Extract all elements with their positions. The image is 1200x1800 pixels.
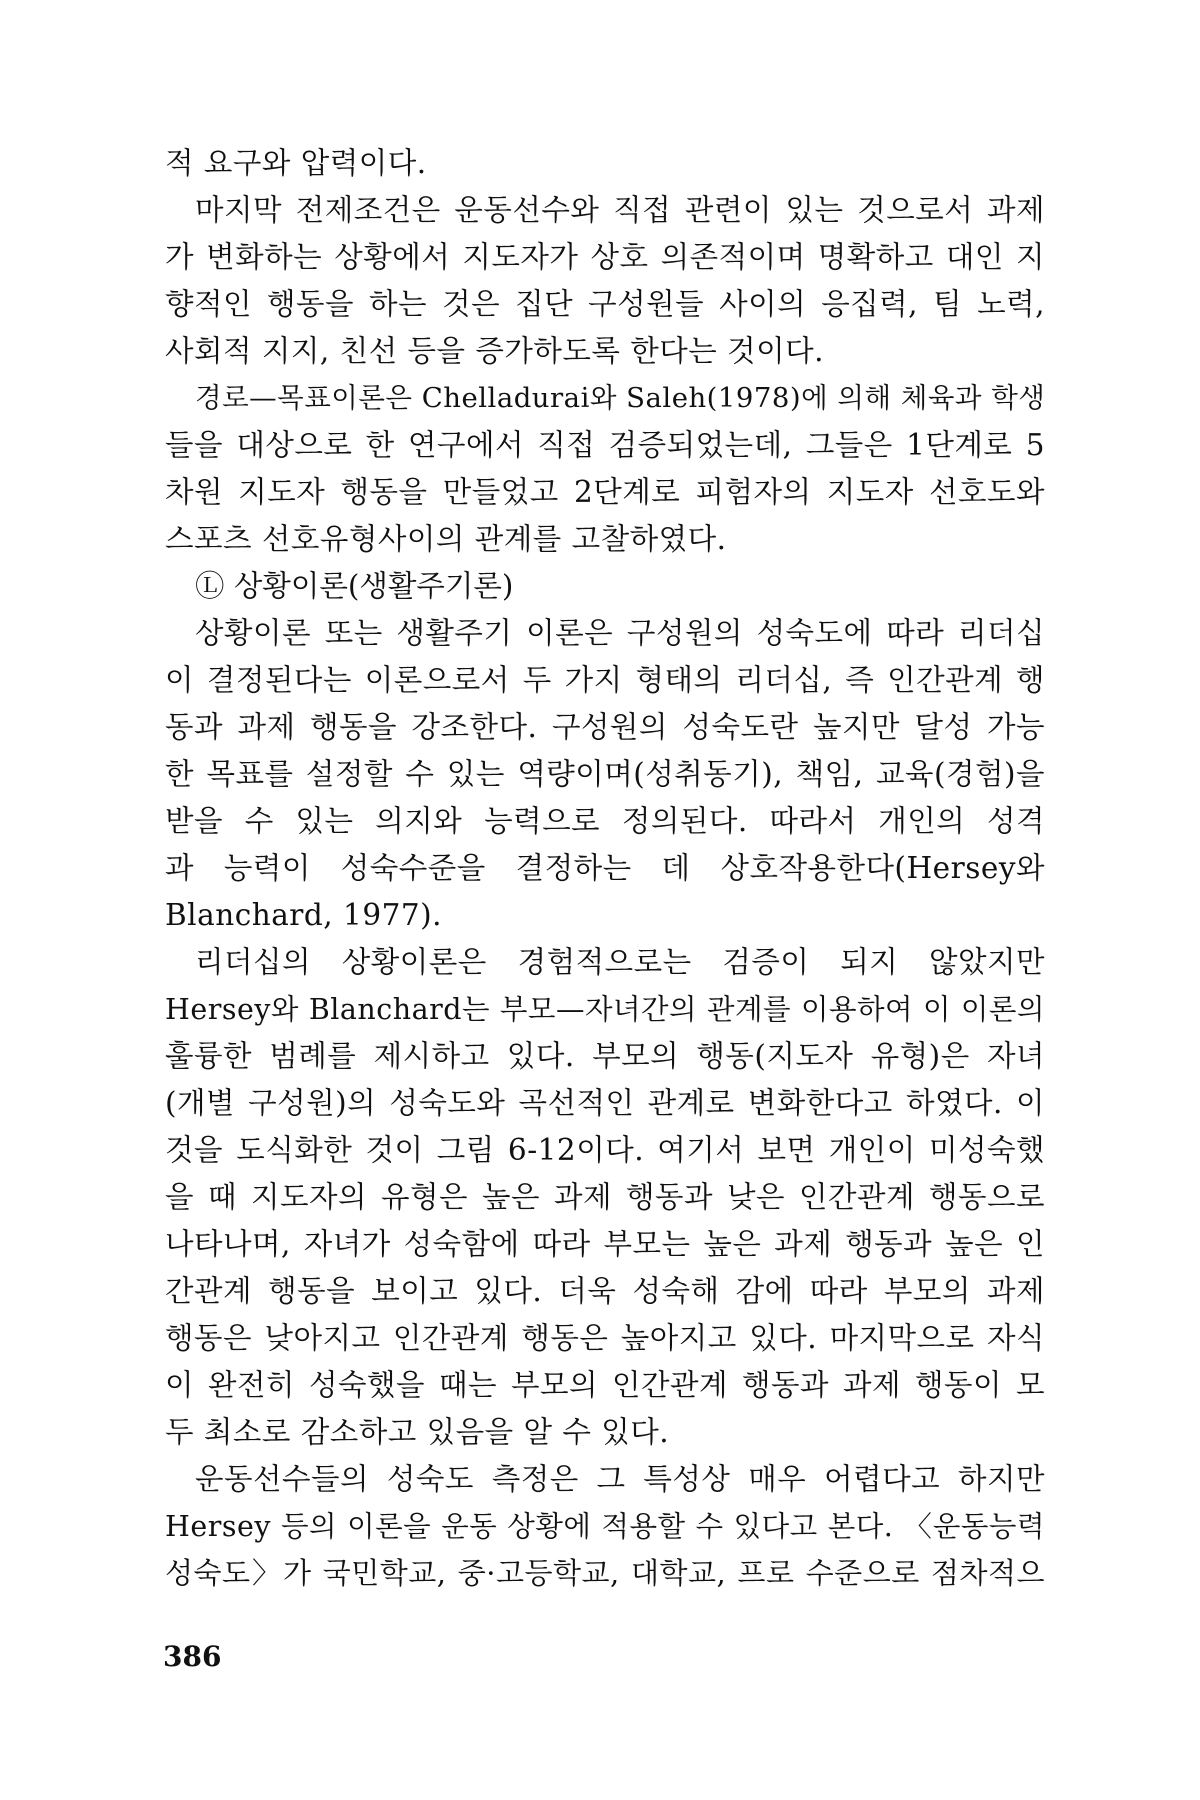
text-line: 나타나며, 자녀가 성숙함에 따라 부모는 높은 과제 행동과 높은 인 — [165, 1227, 1045, 1261]
text-line: (개별 구성원)의 성숙도와 곡선적인 관계로 변화한다고 하였다. 이 — [165, 1086, 1045, 1120]
text-line: Hersey와 Blanchard는 부모—자녀간의 관계를 이용하여 이 이론의 — [165, 993, 1045, 1026]
text-line: 간관계 행동을 보이고 있다. 더욱 성숙해 감에 따라 부모의 과제 — [165, 1274, 1045, 1308]
text-line: 훌륭한 범례를 제시하고 있다. 부모의 행동(지도자 유형)은 자녀 — [165, 1039, 1045, 1073]
text-line: Hersey 등의 이론을 운동 상황에 적용할 수 있다고 본다. 〈운동능력 — [165, 1510, 1045, 1543]
text-line: 성숙도〉가 국민학교, 중·고등학교, 대학교, 프로 수준으로 점차적으 — [165, 1556, 1045, 1590]
text-line: 두 최소로 감소하고 있음을 알 수 있다. — [165, 1415, 670, 1449]
text-line: 적 요구와 압력이다. — [165, 146, 427, 180]
text-line: 동과 과제 행동을 강조한다. 구성원의 성숙도란 높지만 달성 가능 — [165, 710, 1045, 744]
text-line: 것을 도식화한 것이 그림 6-12이다. 여기서 보면 개인이 미성숙했 — [165, 1133, 1045, 1167]
paragraph-start-line: 마지막 전제조건은 운동선수와 직접 관련이 있는 것으로서 과제 — [195, 193, 1045, 227]
text-line: 행동은 낮아지고 인간관계 행동은 높아지고 있다. 마지막으로 자식 — [165, 1321, 1045, 1355]
text-line: 차원 지도자 행동을 만들었고 2단계로 피험자의 지도자 선호도와 — [165, 475, 1045, 509]
text-line: Blanchard, 1977). — [165, 898, 443, 932]
text-line: 가 변화하는 상황에서 지도자가 상호 의존적이며 명확하고 대인 지 — [165, 240, 1045, 274]
paragraph-start-line: 경로—목표이론은 Chelladurai와 Saleh(1978)에 의해 체육과 학생 — [195, 382, 1046, 414]
paragraph-start-line: 상황이론 또는 생활주기 이론은 구성원의 성숙도에 따라 리더십 — [195, 616, 1045, 650]
page-number: 386 — [163, 1640, 222, 1673]
text-line: 과 능력이 성숙수준을 결정하는 데 상호작용한다(Hersey와 — [165, 851, 1045, 885]
text-line: 한 목표를 설정할 수 있는 역량이며(성취동기), 책임, 교육(경험)을 — [165, 757, 1045, 791]
text-line: 향적인 행동을 하는 것은 집단 구성원들 사이의 응집력, 팀 노력, — [165, 287, 1045, 321]
text-line: 을 때 지도자의 유형은 높은 과제 행동과 낮은 인간관계 행동으로 — [165, 1180, 1045, 1214]
body-text — [165, 140, 1045, 1597]
text-line: 들을 대상으로 한 연구에서 직접 검증되었는데, 그들은 1단계로 5 — [165, 428, 1045, 462]
text-line: 이 결정된다는 이론으로서 두 가지 형태의 리더십, 즉 인간관계 행 — [165, 663, 1045, 697]
text-line: 스포츠 선호유형사이의 관계를 고찰하였다. — [165, 522, 727, 556]
text-line: 받을 수 있는 의지와 능력으로 정의된다. 따라서 개인의 성격 — [165, 804, 1045, 838]
paragraph-start-line: 리더십의 상황이론은 경험적으로는 검증이 되지 않았지만 — [195, 945, 1045, 979]
text-line: 사회적 지지, 친선 등을 증가하도록 한다는 것이다. — [165, 334, 824, 368]
paragraph-start-line: 운동선수들의 성숙도 측정은 그 특성상 매우 어렵다고 하지만 — [195, 1462, 1045, 1496]
text-line: 이 완전히 성숙했을 때는 부모의 인간관계 행동과 과제 행동이 모 — [165, 1368, 1045, 1402]
section-heading: Ⓛ 상황이론(생활주기론) — [195, 569, 514, 603]
